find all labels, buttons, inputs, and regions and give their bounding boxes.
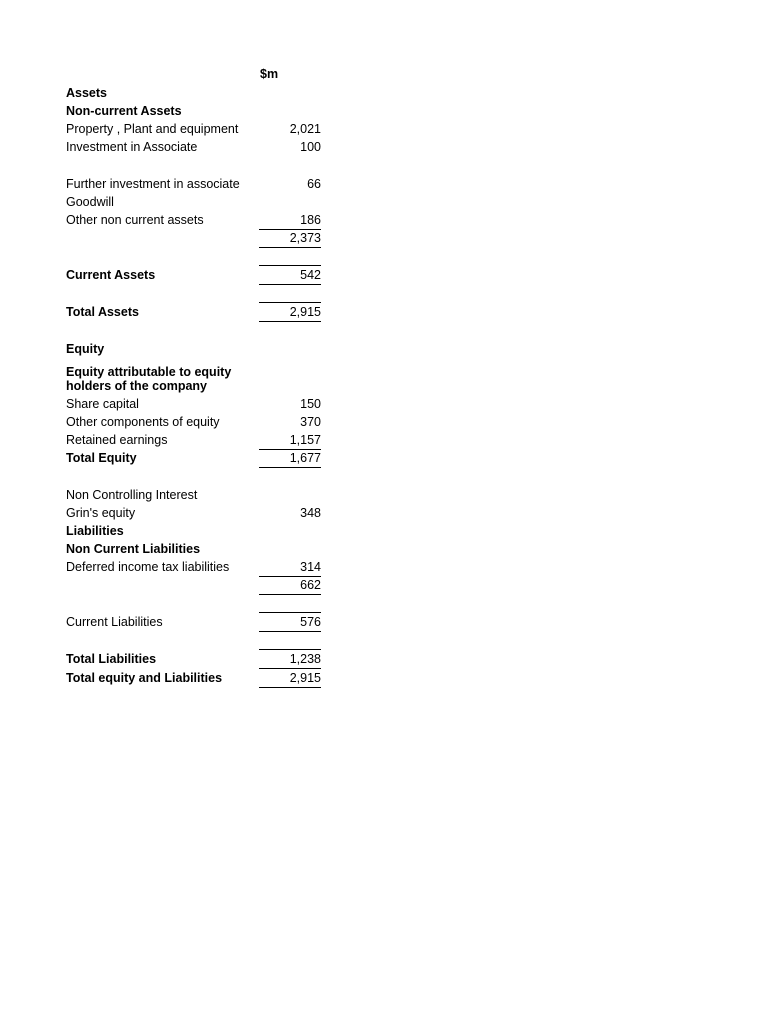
rule-line — [259, 631, 321, 632]
current-liabilities-row — [66, 613, 321, 631]
section-liabilities-row — [66, 522, 321, 540]
row-value: 576 — [300, 615, 321, 629]
share-capital-row — [66, 395, 321, 413]
row-value: 2,021 — [289, 122, 321, 136]
row-value: 186 — [300, 213, 321, 227]
non-current-assets-subtotal-row — [66, 229, 321, 247]
row-label: Liabilities — [66, 524, 124, 538]
row-label: Goodwill — [66, 195, 114, 209]
non-controlling-interest-row — [66, 486, 321, 504]
row-value: 314 — [300, 560, 321, 574]
further-investment-row — [66, 175, 321, 193]
rule-line — [259, 321, 321, 322]
row-value: 1,677 — [289, 451, 321, 465]
section-equity-row — [66, 340, 321, 358]
row-label: Share capital — [66, 397, 139, 411]
grins-equity-row — [66, 504, 321, 522]
other-non-current-assets-row — [66, 211, 321, 229]
other-components-equity-row — [66, 413, 321, 431]
row-label: Non Current Liabilities — [66, 542, 201, 556]
row-value: 1,157 — [289, 433, 321, 447]
row-label: Current Assets — [66, 268, 156, 282]
row-label: Other non current assets — [66, 213, 204, 227]
rule-line — [259, 687, 321, 688]
deferred-tax-row — [66, 558, 321, 576]
ppe-row — [66, 120, 321, 138]
row-label: Non Controlling Interest — [66, 488, 198, 502]
row-label: Grin's equity — [66, 506, 136, 520]
row-label: Total Equity — [66, 451, 137, 465]
rule-line — [259, 594, 321, 595]
rule-line — [259, 284, 321, 285]
row-label: Investment in Associate — [66, 140, 198, 154]
row-label: Assets — [66, 86, 107, 100]
row-label: Retained earnings — [66, 433, 168, 447]
retained-earnings-row — [66, 431, 321, 449]
row-value: 66 — [307, 177, 321, 191]
row-label: Further investment in associate — [66, 177, 240, 191]
equity-attributable-row — [66, 365, 321, 395]
total-liabilities-row — [66, 650, 321, 668]
row-value: 1,238 — [289, 652, 321, 666]
row-label: Total equity and Liabilities — [66, 671, 223, 685]
row-value: 150 — [300, 397, 321, 411]
unit-header: $m — [260, 67, 279, 81]
row-label: Current Liabilities — [66, 615, 163, 629]
row-value: 2,915 — [289, 305, 321, 319]
rule-line — [259, 247, 321, 248]
row-label: Deferred income tax liabilities — [66, 560, 230, 574]
row-label: Equity — [66, 342, 105, 356]
total-equity-and-liabilities-row — [66, 669, 321, 687]
row-value: 542 — [300, 268, 321, 282]
row-value: 370 — [300, 415, 321, 429]
row-label: Equity attributable to equity holders of the company — [66, 365, 232, 393]
section-non-current-liabilities-row — [66, 540, 321, 558]
row-label: Property , Plant and equipment — [66, 122, 239, 136]
row-label: Total Assets — [66, 305, 139, 319]
section-non-current-assets-row — [66, 102, 321, 120]
row-label: Other components of equity — [66, 415, 220, 429]
row-value: 2,915 — [289, 671, 321, 685]
row-value: 2,373 — [289, 231, 321, 245]
row-value: 662 — [300, 578, 321, 592]
row-value: 100 — [300, 140, 321, 154]
section-assets-row — [66, 84, 321, 102]
total-equity-row — [66, 449, 321, 467]
row-label: Non-current Assets — [66, 104, 182, 118]
non-current-liabilities-subtotal-row — [66, 576, 321, 594]
rule-line — [259, 467, 321, 468]
row-value: 348 — [300, 506, 321, 520]
row-label: Total Liabilities — [66, 652, 157, 666]
total-assets-row — [66, 303, 321, 321]
current-assets-row — [66, 266, 321, 284]
goodwill-row — [66, 193, 321, 211]
investment-associate-row — [66, 138, 321, 156]
